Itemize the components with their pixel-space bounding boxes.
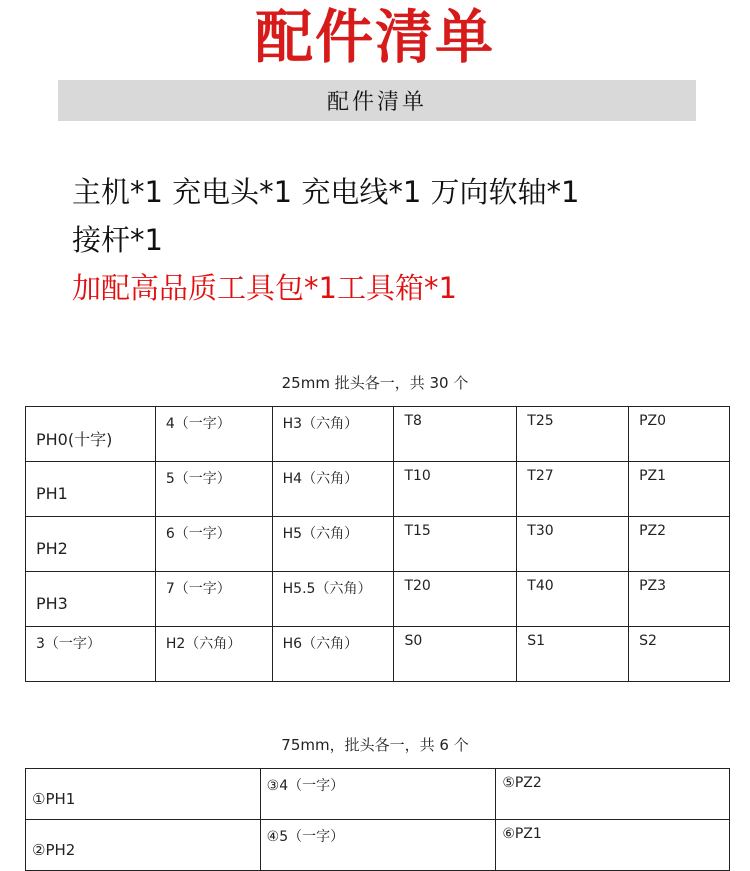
table-cell xyxy=(517,407,629,462)
cell-text: ③4（一字） xyxy=(266,778,345,794)
cell-text: H5（六角） xyxy=(282,526,359,542)
table-cell xyxy=(26,517,156,572)
table1-caption: 25mm 批头各一，共 30 个 xyxy=(281,374,469,392)
table-cell xyxy=(26,769,261,820)
cell-text: T40 xyxy=(527,578,554,594)
table-cell xyxy=(629,462,730,517)
table-cell xyxy=(26,407,156,462)
cell-text: 6（一字） xyxy=(165,526,231,542)
cell-text: 4（一字） xyxy=(165,416,231,432)
table-cell xyxy=(26,572,156,627)
table-cell xyxy=(629,572,730,627)
cell-text: ①PH1 xyxy=(32,790,76,808)
cell-text: H5.5（六角） xyxy=(282,581,372,597)
table-cell xyxy=(394,462,517,517)
table-cell xyxy=(629,517,730,572)
accessory-list xyxy=(72,168,732,312)
cell-text: PZ0 xyxy=(639,413,667,429)
cell-text: ②PH2 xyxy=(32,841,76,859)
cell-text: T8 xyxy=(404,413,422,429)
cell-text: PH0(十字) xyxy=(36,429,113,449)
cell-text: PZ1 xyxy=(639,468,667,484)
table-row xyxy=(26,407,730,462)
table-cell xyxy=(155,517,272,572)
table-cell xyxy=(394,517,517,572)
page-title: 配件清单 xyxy=(254,3,495,71)
cell-text: T20 xyxy=(404,578,431,594)
cell-text: S2 xyxy=(639,633,657,649)
cell-text: 3（一字） xyxy=(36,636,101,652)
bits-25mm-table xyxy=(25,406,730,682)
cell-text: ⑥PZ1 xyxy=(502,826,542,842)
table-row xyxy=(26,820,730,871)
cell-text: S0 xyxy=(404,633,423,649)
table-row xyxy=(26,517,730,572)
table-row xyxy=(26,572,730,627)
cell-text: PZ2 xyxy=(639,523,667,539)
cell-text: 5（一字） xyxy=(165,471,231,487)
table-cell xyxy=(517,517,629,572)
table-cell xyxy=(26,820,261,871)
table-row xyxy=(26,462,730,517)
accessory-line-1: 主机*1 充电头*1 充电线*1 万向软轴*1 xyxy=(72,175,580,209)
table-cell xyxy=(26,462,156,517)
table-cell xyxy=(155,572,272,627)
table-cell xyxy=(394,627,517,682)
table-cell xyxy=(272,517,394,572)
cell-text: T27 xyxy=(527,468,554,484)
table-cell xyxy=(272,462,394,517)
accessory-line-2: 接杆*1 xyxy=(72,223,163,257)
table-cell xyxy=(517,462,629,517)
cell-text: PH3 xyxy=(36,593,68,613)
bits-75mm-table xyxy=(25,768,730,871)
cell-text: 7（一字） xyxy=(165,581,231,597)
table-cell xyxy=(26,627,156,682)
table-cell xyxy=(272,407,394,462)
cell-text: H4（六角） xyxy=(282,471,359,487)
table-cell xyxy=(155,627,272,682)
cell-text: ⑤PZ2 xyxy=(502,775,542,791)
table-cell xyxy=(272,572,394,627)
table-cell xyxy=(260,769,496,820)
cell-text: ④5（一字） xyxy=(266,829,345,845)
table-cell xyxy=(496,820,730,871)
table-cell xyxy=(155,462,272,517)
cell-text: PZ3 xyxy=(639,578,667,594)
cell-text: T10 xyxy=(404,468,431,484)
table-cell xyxy=(394,572,517,627)
cell-text: S1 xyxy=(527,633,546,649)
cell-text: T30 xyxy=(527,523,554,539)
cell-text: PH2 xyxy=(36,538,68,558)
cell-text: H2（六角） xyxy=(165,636,242,652)
cell-text: H6（六角） xyxy=(282,636,359,652)
table-cell xyxy=(260,820,496,871)
table-row xyxy=(26,769,730,820)
accessory-line-bonus: 加配高品质工具包*1工具箱*1 xyxy=(72,271,457,305)
cell-text: T15 xyxy=(404,523,431,539)
table-cell xyxy=(496,769,730,820)
table-cell xyxy=(394,407,517,462)
table-cell xyxy=(517,627,629,682)
cell-text: T25 xyxy=(527,413,554,429)
table-row xyxy=(26,627,730,682)
table-cell xyxy=(155,407,272,462)
cell-text: PH1 xyxy=(36,483,68,503)
table2-caption: 75mm，批头各一，共 6 个 xyxy=(281,736,469,754)
table-cell xyxy=(629,407,730,462)
table-cell xyxy=(517,572,629,627)
cell-text: H3（六角） xyxy=(282,416,359,432)
table-cell xyxy=(272,627,394,682)
section-banner: 配件清单 xyxy=(58,80,696,121)
table-cell xyxy=(629,627,730,682)
